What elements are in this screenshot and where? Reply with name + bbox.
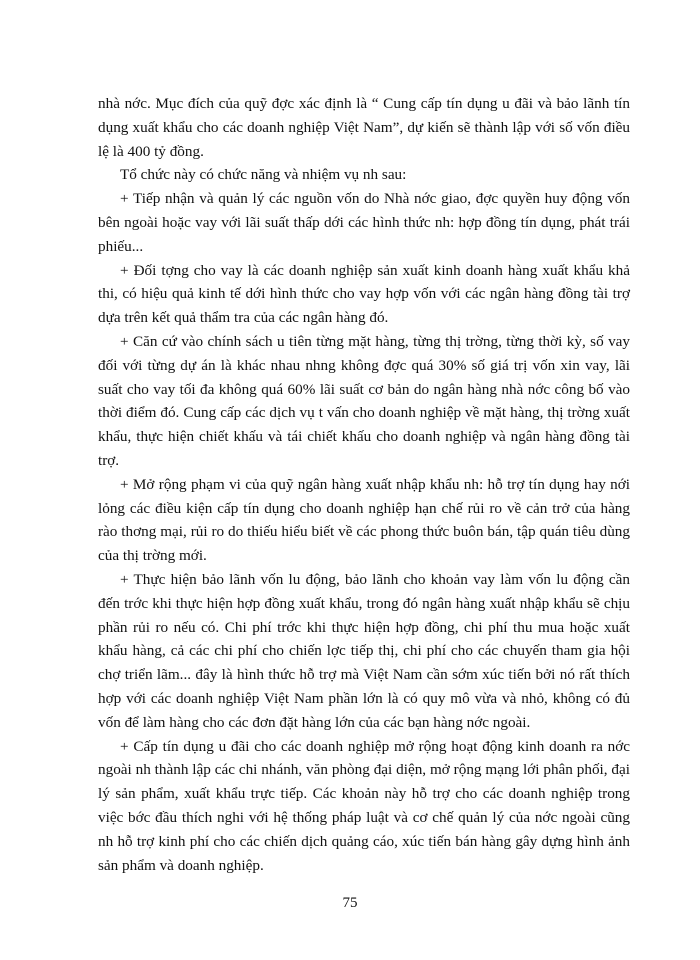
paragraph-fund-purpose: nhà nớc. Mục đích của quỹ đợc xác định là “ Cung cấp tín dụng u đãi và bảo lãnh tín dụng xuất khẩu cho các doanh nghiệp Việt Nam”, dự kiến sẽ thành lập với số vốn điều lệ là 400 tỷ đồng. [98,95,630,160]
paragraph-scope-expansion: + Mở rộng phạm vi của quỹ ngân hàng xuất nhập khẩu nh: hỗ trợ tín dụng hay nới lỏng các điều kiện cấp tín dụng cho doanh nghiệp hạn chế rủi ro về cản trở của hàng rào thơng mại, rủi ro do thiếu hiểu biết về các phong thức buôn bán, tập quán tiêu dùng của thị trờng mới. [98,475,630,565]
body-text [98,92,630,877]
paragraph-loan-recipients: + Đối tợng cho vay là các doanh nghiệp sản xuất kinh doanh hàng xuất khẩu khả thi, có hiệu quả kinh tế dới hình thức cho vay hợp vốn với các ngân hàng đồng tài trợ dựa trên kết quả thẩm tra của các ngân hàng đó. [98,261,630,327]
paragraph-lending-policy: + Căn cứ vào chính sách u tiên từng mặt hàng, từng thị trờng, từng thời kỳ, số vay đối với từng dự án là khác nhau nhng không đợc quá 30% số giá trị vốn xin vay, lãi suất cho vay tối đa không quá 60% lãi suất cơ bản do ngân hàng nhà nớc công bố vào thời điểm đó. Cung cấp các dịch vụ t vấn cho doanh nghiệp về mặt hàng, thị trờng xuất khẩu, thực hiện chiết khấu và tái chiết khấu cho doanh nghiệp và ngân hàng đồng tài trợ. [98,332,630,469]
page-number: 75 [342,895,358,911]
paragraph-capital-mobilization: + Tiếp nhận và quản lý các nguồn vốn do Nhà nớc giao, đợc quyền huy động vốn bên ngoài hoặc vay với lãi suất thấp dới các hình thức nh: hợp đồng tín dụng, phát trái phiếu... [98,190,630,255]
paragraph-preferential-credit: + Cấp tín dụng u đãi cho các doanh nghiệp mở rộng hoạt động kinh doanh ra nớc ngoài nh thành lập các chi nhánh, văn phòng đại diện, mở rộng mạng lới phân phối, đại lý sản phẩm, xuất khẩu trực tiếp. Các khoản này hỗ trợ cho các doanh nghiệp trong việc bớc đầu thích nghi với hệ thống pháp luật và cơ chế quản lý của nớc ngoài cũng nh hỗ trợ kinh phí cho các chiến dịch quảng cáo, xúc tiến bán hàng gây dựng hình ảnh sản phẩm và doanh nghiệp. [98,737,630,874]
paragraph-functions-intro: Tổ chức này có chức năng và nhiệm vụ nh sau: [120,166,407,184]
paragraph-working-capital-guarantee: + Thực hiện bảo lãnh vốn lu động, bảo lãnh cho khoản vay làm vốn lu động cần đến trớc khi thực hiện hợp đồng xuất khẩu, trong đó ngân hàng xuất nhập khẩu sẽ chịu phần rủi ro nếu có. Chi phí trớc khi thực hiện hợp đồng, chi phí thu mua hoặc xuất khẩu hàng, cả các chi phí cho chiến lợc tiếp thị, chi phí cho các chuyến tham gia hội chợ triển lãm... đây là hình thức hỗ trợ mà Việt Nam cần sớm xúc tiến bởi nó rất thích hợp với các doanh nghiệp Việt Nam phần lớn là có quy mô vừa và nhỏ, không có đủ vốn để làm hàng cho các đơn đặt hàng lớn của các bạn hàng nớc ngoài. [98,570,630,731]
